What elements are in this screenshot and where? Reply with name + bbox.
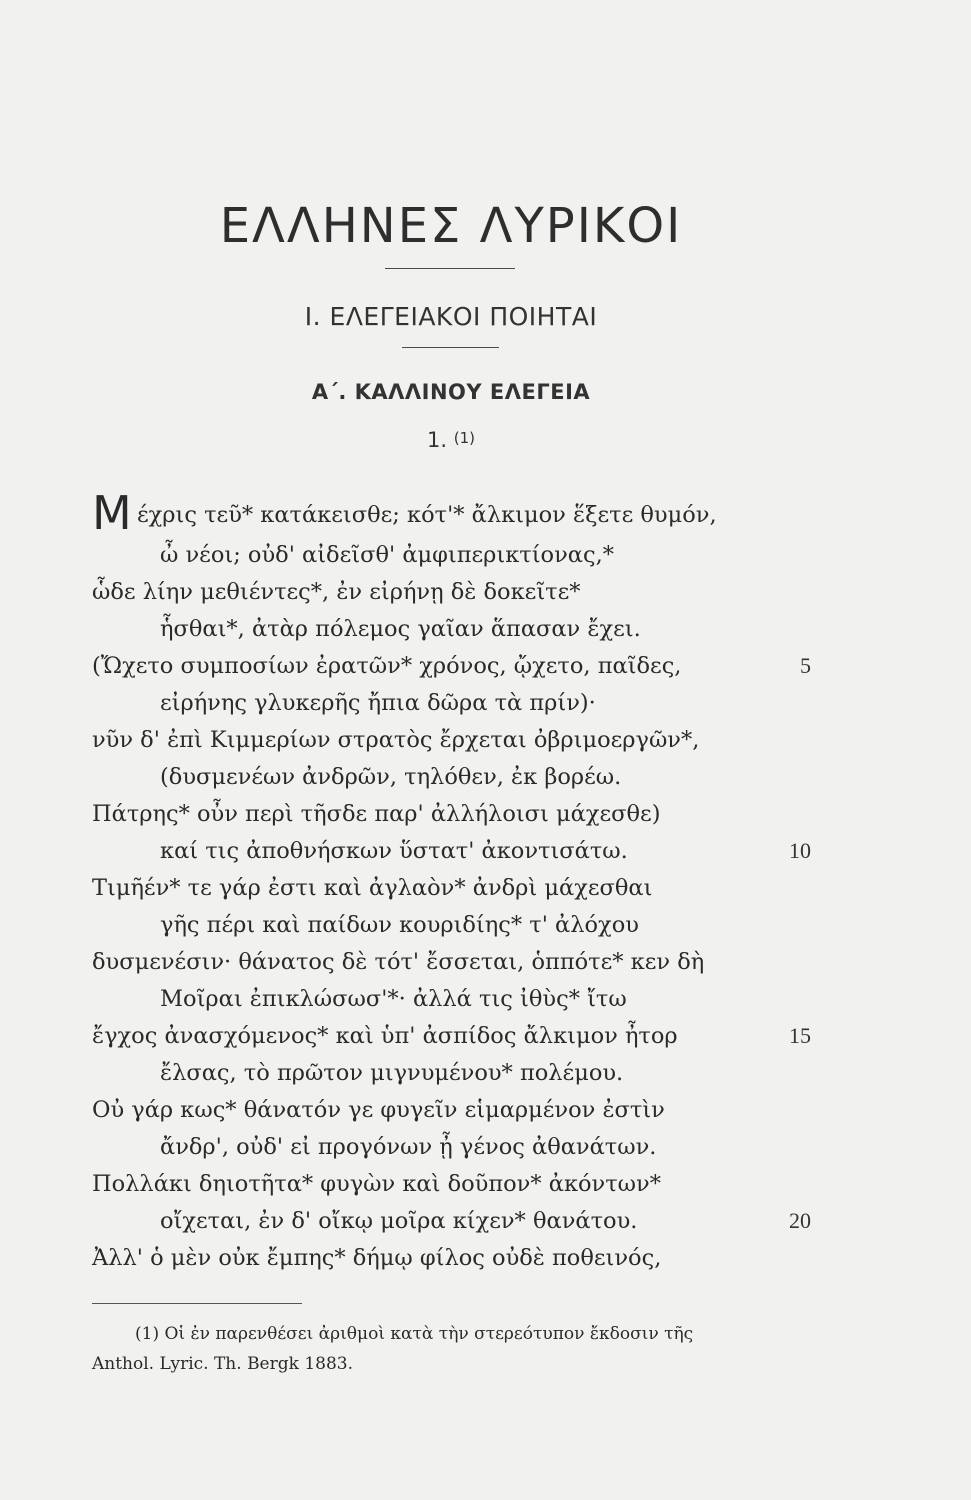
poem-line: ἔγχος ἀνασχόμενος* καὶ ὑπ' ἀσπίδος ἄλκιμον ἦτορ <box>92 1023 678 1049</box>
poem-line: ἧσθαι*, ἀτὰρ πόλεμος γαῖαν ἅπασαν ἔχει. <box>160 616 641 642</box>
section-divider <box>402 347 499 348</box>
main-title: ΕΛΛΗΝΕΣ ΛΥΡΙΚΟΙ <box>219 198 683 254</box>
section-title: Ι. ΕΛΕΓΕΙΑΚΟΙ ΠΟΙΗΤΑΙ <box>304 302 598 331</box>
line-number: 15 <box>789 1023 811 1048</box>
poem-line: Μοῖραι ἐπικλώσωσ'*· ἀλλά τις ἰθὺς* ἴτω <box>160 986 627 1012</box>
drop-cap: Μ <box>92 486 132 540</box>
poem-line: Οὐ γάρ κως* θάνατόν γε φυγεῖν εἱμαρμένον ἐστὶν <box>92 1097 665 1123</box>
poem-line: (δυσμενέων ἀνδρῶν, τηλόθεν, ἐκ βορέω. <box>160 764 622 790</box>
poem-line: γῆς πέρι καὶ παίδων κουριδίης* τ' ἀλόχου <box>160 912 639 938</box>
poem-line: Τιμῆέν* τε γάρ ἐστι καὶ ἀγλαὸν* ἀνδρὶ μάχεσθαι <box>92 875 653 901</box>
poem-line: ἄνδρ', οὐδ' εἰ προγόνων ᾖ γένος ἀθανάτων. <box>160 1134 657 1160</box>
poem-line: ὦ νέοι; οὐδ' αἰδεῖσθ' ἀμφιπερικτίονας,* <box>160 542 614 568</box>
poem-line: καί τις ἀποθνήσκων ὕστατ' ἀκοντισάτω. <box>160 838 628 864</box>
poem-line: (Ὤχετο συμποσίων ἐρατῶν* χρόνος, ᾤχετο, παῖδες, <box>92 653 682 679</box>
footnote-line: Anthol. Lyric. Th. Bergk 1883. <box>92 1354 354 1374</box>
poem-number <box>0 428 902 452</box>
footnote-divider <box>92 1303 302 1304</box>
poem-line: Πάτρης* οὖν περὶ τῆσδε παρ' ἀλλήλοισι μάχεσθε) <box>92 801 661 827</box>
line-number: 5 <box>800 653 811 678</box>
poem-line: οἴχεται, ἐν δ' οἴκῳ μοῖρα κίχεν* θανάτου. <box>160 1208 638 1234</box>
poem-line: Πολλάκι δηιοτῆτα* φυγὼν καὶ δοῦπον* ἀκόντων* <box>92 1171 661 1197</box>
poem-line: ἔλσας, τὸ πρῶτον μιγνυμένου* πολέμου. <box>160 1060 624 1086</box>
poem-line: εἰρήνης γλυκερῆς ἤπια δῶρα τὰ πρίν)· <box>160 690 596 716</box>
footnote-line: (1) Οἱ ἐν παρενθέσει ἀριθμοὶ κατὰ τὴν στερεότυπον ἔκδοσιν τῆς <box>135 1324 694 1344</box>
line-number: 20 <box>789 1208 811 1233</box>
poem-line: ὧδε λίην μεθιέντες*, ἐν εἰρήνῃ δὲ δοκεῖτε* <box>92 579 581 605</box>
poem-line: έχρις τεῦ* κατάκεισθε; κότ'* ἄλκιμον ἕξετε θυμόν, <box>137 502 717 528</box>
line-number: 10 <box>789 838 811 863</box>
poem-number-label: 1. <box>427 428 448 452</box>
title-divider <box>385 268 515 269</box>
subsection-title: Α΄. ΚΑΛΛΙΝΟΥ ΕΛΕΓΕΙΑ <box>311 380 591 404</box>
poem-footnote-ref: (1) <box>453 429 475 447</box>
poem-line: νῦν δ' ἐπὶ Κιμμερίων στρατὸς ἔρχεται ὀβριμοεργῶν*, <box>92 727 700 753</box>
poem-line: Ἀλλ' ὁ μὲν οὐκ ἔμπης* δήμῳ φίλος οὐδὲ ποθεινός, <box>92 1245 662 1271</box>
poem-line: δυσμενέσιν· θάνατος δὲ τότ' ἔσσεται, ὁππότε* κεν δὴ <box>92 949 705 975</box>
